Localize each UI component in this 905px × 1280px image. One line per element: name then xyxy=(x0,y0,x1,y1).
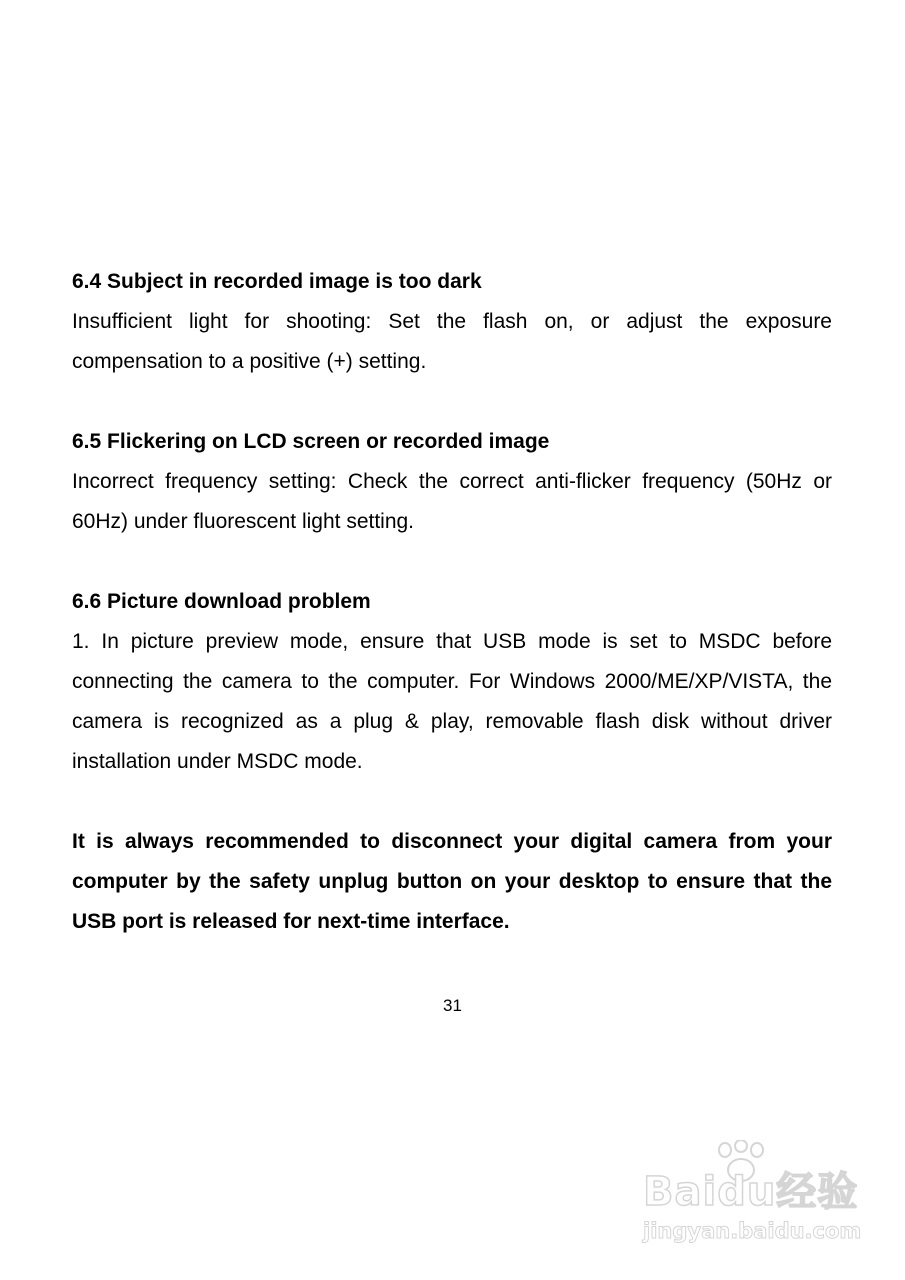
watermark-brand: Baidu经验 xyxy=(643,1169,859,1215)
section-6-6 xyxy=(72,582,832,782)
usb-safety-note: It is always recommended to disconnect your digital camera from your computer by the safety unplug button on your desktop to ensure that the USB port is released for next-time interface. xyxy=(72,830,832,933)
watermark-url: jingyan.baidu.com xyxy=(643,1219,862,1243)
section-6-4 xyxy=(72,262,832,382)
section-body: 1. In picture preview mode, ensure that USB mode is set to MSDC before connecting the camera to the computer. For Windows 2000/ME/XP/VISTA, the camera is recognized as a plug & play, removable flash disk without driver installation under MSDC mode. xyxy=(72,630,832,773)
section-body: Insufficient light for shooting: Set the flash on, or adjust the exposure compensation to a positive (+) setting. xyxy=(72,310,832,373)
section-body: Incorrect frequency setting: Check the correct anti-flicker frequency (50Hz or 60Hz) under fluorescent light setting. xyxy=(72,470,832,533)
section-heading: 6.4 Subject in recorded image is too dark xyxy=(72,270,482,293)
section-6-5 xyxy=(72,422,832,542)
document-page xyxy=(72,262,832,942)
section-heading: 6.5 Flickering on LCD screen or recorded image xyxy=(72,430,550,453)
page-number: 31 xyxy=(443,996,462,1015)
section-heading: 6.6 Picture download problem xyxy=(72,590,371,613)
baidu-watermark xyxy=(643,1140,862,1250)
